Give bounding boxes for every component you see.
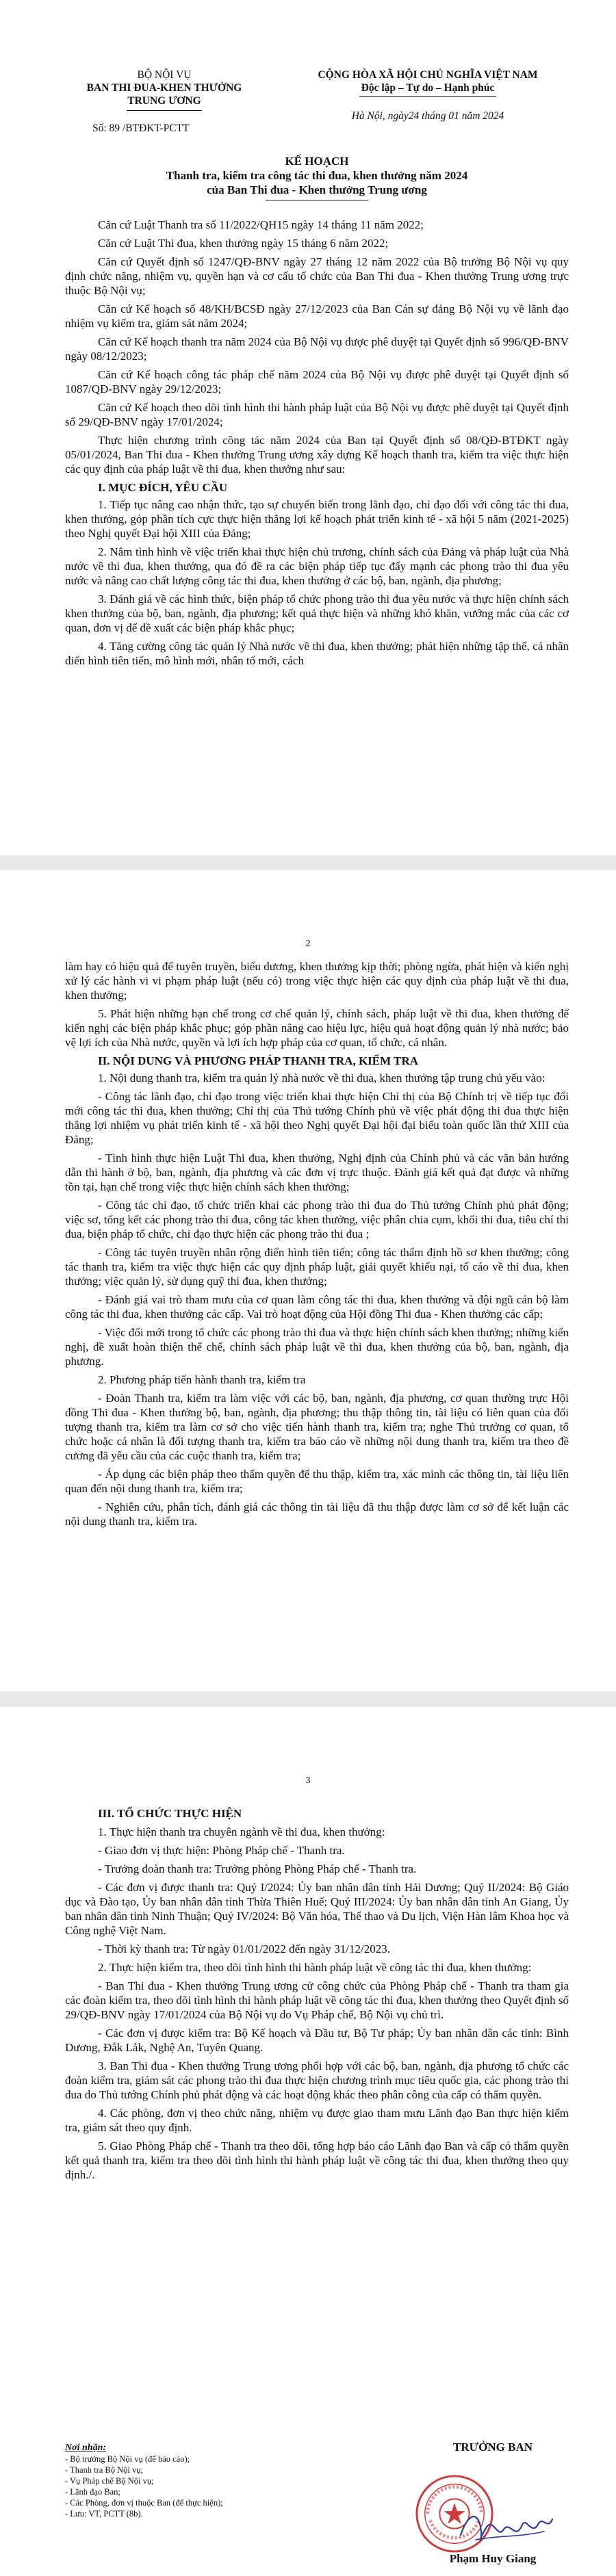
national-header-block xyxy=(281,68,575,122)
recipients-title: Nơi nhận: xyxy=(65,2443,107,2453)
agency-underline xyxy=(127,110,202,111)
signer-name: Phạm Huy Giang xyxy=(449,2552,537,2565)
document-page-2 xyxy=(0,870,616,1691)
page-2-body xyxy=(65,959,569,1533)
page-number: 2 xyxy=(305,939,311,949)
agency-name-line2: TRUNG ƯƠNG xyxy=(127,95,201,107)
method-item: - Áp dụng các biện pháp theo thẩm quyền để thu thập, kiểm tra, xác minh các thông tin, tài liệu liên quan đến nội dung thanh tra, kiểm tra; xyxy=(65,1468,569,1495)
agency-name: BAN THI ĐUA-KHEN THƯỞNG xyxy=(86,82,242,94)
implementation-line: - Thời kỳ thanh tra: Từ ngày 01/01/2022 đến ngày 31/12/2023. xyxy=(98,1942,390,1955)
document-number: Số: 89 /BTĐKT-PCTT xyxy=(92,122,190,134)
document-type: KẾ HOẠCH xyxy=(285,155,349,168)
motto-underline xyxy=(359,96,496,97)
purpose-item: 4. Tăng cường công tác quản lý Nhà nước về thi đua, khen thưởng; phát hiện những tập thể, cá nhân điển hình tiên tiến, mô hình mới, nhân tố mới, cách xyxy=(65,640,569,667)
purpose-item: 2. Nắm tình hình về việc triển khai thực hiện chủ trương, chính sách của Đảng và pháp luật của Nhà nước về thi đua, khen thưởng, qua đó đề ra các biện pháp tiếp tục đẩy mạnh các phong trào thi đua yêu nước và nâng cao chất lượng công tác thi đua, khen thưởng ở các bộ, ban, ngành, địa phương; xyxy=(65,545,569,587)
purpose-item: 1. Tiếp tục nâng cao nhận thức, tạo sự chuyển biến trong lãnh đạo, chỉ đạo đối với công tác thi đua, khen thưởng, góp phần tích cực thực hiện thắng lợi kế hoạch phát triển kinh tế - xã hội 5 năm (2021-2025) theo Nghị quyết Đại hội XIII của Đảng; xyxy=(65,498,569,540)
place-and-date: Hà Nội, ngày24 tháng 01 năm 2024 xyxy=(351,110,504,122)
implementation-item: 5. Giao Phòng Pháp chế - Thanh tra theo dõi, tổng hợp báo cáo Lãnh đạo Ban và cấp có thẩm quyền kết quả thanh tra, kiểm tra theo dõi tình hình thi hành pháp luật về công tác thi đua, khen thưởng theo quy định./. xyxy=(65,2139,569,2181)
recipient-item: - Bộ trưởng Bộ Nội vụ (để báo cáo); xyxy=(65,2454,190,2464)
implementation-item: 1. Thực hiện thanh tra chuyên ngành về thi đua, khen thưởng: xyxy=(98,1825,385,1838)
continued-paragraph: làm hay có hiệu quả để tuyên truyền, biểu dương, khen thưởng kịp thời; phòng ngừa, phát hiện và kiến nghị xử lý các hành vi vi phạm pháp luật (nếu có) trong việc thực hiện các quy định của pháp luật về thi đua, khen thưởng; xyxy=(65,960,569,1002)
purpose-item: 3. Đánh giá về các hình thức, biện pháp tổ chức phong trào thi đua yêu nước và thực hiện chính sách khen thưởng của bộ, ban, ngành, địa phương; kết quả thực hiện và những khó khăn, vướng mắc của các cơ quan, đơn vị để đề xuất các biện pháp khắc phục; xyxy=(65,593,569,634)
content-item: - Việc đổi mới trong tổ chức các phong trào thi đua và thực hiện chính sách khen thưởng; những kiến nghị, đề xuất hoàn thiện thể chế, chính sách pháp luật về thi đua, khen thưởng của bộ, ban, ngành, địa phương. xyxy=(65,1326,569,1368)
legal-basis-item: Căn cứ Kế hoạch công tác pháp chế năm 2024 của Bộ Nội vụ được phê duyệt tại Quyết định số 1087/QĐ-BNV ngày 29/12/2023; xyxy=(65,368,569,395)
handwritten-signature-icon xyxy=(455,2504,558,2552)
content-item: - Công tác chỉ đạo, tổ chức triển khai các phong trào thi đua do Thủ tướng Chính phủ phát động; việc sơ, tổng kết các phong trào thi đua, công tác khen thưởng, việc phân chia cụm, khối thi đua, tiêu chí thi đua, biện pháp tổ chức, chỉ đạo thực hiện các phong trào thi đua ; xyxy=(65,1199,569,1240)
page-separator xyxy=(0,1691,616,1707)
implementation-line: - Trưởng đoàn thanh tra: Trưởng phòng Phòng Pháp chế - Thanh tra. xyxy=(98,1862,417,1875)
recipient-item: - Lãnh đạo Ban; xyxy=(65,2487,120,2497)
legal-bases xyxy=(65,218,569,672)
issuing-agency-block xyxy=(65,68,264,135)
country-name: CỘNG HÒA XÃ HỘI CHỦ NGHĨA VIỆT NAM xyxy=(318,69,538,81)
section-3-heading: III. TỔ CHỨC THỰC HIỆN xyxy=(98,1807,242,1820)
legal-basis-item: Căn cứ Kế hoạch số 48/KH/BCSĐ ngày 27/12/2023 của Ban Cán sự đảng Bộ Nội vụ về lãnh đạo nhiệm vụ kiểm tra, giám sát năm 2024; xyxy=(65,302,569,330)
document-page-3 xyxy=(0,1707,616,2576)
legal-basis-item: Căn cứ Kế hoạch theo dõi tình hình thi hành pháp luật của Bộ Nội vụ được phê duyệt tại Quyết định số 29/QĐ-BNV ngày 17/01/2024; xyxy=(65,401,569,428)
page-separator xyxy=(0,855,616,870)
content-intro: 1. Nội dung thanh tra, kiểm tra quản lý nhà nước về thi đua, khen thưởng tập trung chủ yếu vào: xyxy=(98,1071,546,1084)
recipient-item: - Vụ Pháp chế Bộ Nội vụ; xyxy=(65,2476,154,2486)
content-item: - Tình hình thực hiện Luật Thi đua, khen thưởng, Nghị định của Chính phủ và các văn bản hướng dẫn thi hành ở bộ, ban, ngành, địa phương và các đơn vị trực thuộc. Đánh giá kết quả đạt được và những tồn tại, hạn chế trong việc thực hiện chính sách khen thưởng; xyxy=(65,1152,569,1193)
recipient-item: - Lưu: VT, PCTT (8b). xyxy=(65,2509,143,2519)
implementation-item: 4. Các phòng, đơn vị theo chức năng, nhiệm vụ được giao tham mưu Lãnh đạo Ban thực hiện kiểm tra, giám sát theo quy định. xyxy=(65,2107,569,2134)
content-item: - Công tác lãnh đạo, chỉ đạo trong việc triển khai thực hiện Chỉ thị của Bộ Chính trị về tiếp tục đổi mới công tác thi đua, khen thưởng; Chỉ thị của Thủ tướng Chính phủ về việc phát động thi đua thực hiện thắng lợi nhiệm vụ phát triển kinh tế - xã hội theo Nghị quyết Đại hội đại biểu toàn quốc lần thứ XIII của Đảng; xyxy=(65,1090,569,1146)
document-title-line-1: Thanh tra, kiểm tra công tác thi đua, khen thưởng năm 2024 xyxy=(166,169,468,182)
implementation-item: 3. Ban Thi đua - Khen thưởng Trung ương phối hợp với các bộ, ban, ngành, địa phương tổ chức các đoàn kiểm tra, giám sát các phong trào thi đua thực hiện chương trình mục tiêu quốc gia, các phong trào thi đua do Thủ tướng Chính phủ phát động và các hoạt động khác theo phân công của cấp có thẩm quyền. xyxy=(65,2059,569,2101)
implementation-line: - Giao đơn vị thực hiện: Phòng Pháp chế - Thanh tra. xyxy=(98,1844,345,1857)
implementation-item: 2. Thực hiện kiểm tra, theo dõi tình hình thi hành pháp luật về công tác thi đua, khen thưởng: xyxy=(98,1961,532,1974)
content-item: - Đánh giá vai trò tham mưu của cơ quan làm công tác thi đua, khen thưởng và đội ngũ cán bộ làm công tác thi đua, khen thưởng các cấp. Vai trò hoạt động của Hội đồng Thi đua - Khen thưởng các cấp; xyxy=(65,1293,569,1320)
legal-basis-item: Thực hiện chương trình công tác năm 2024 của Ban tại Quyết định số 08/QĐ-BTĐKT ngày 05/01/2024, Ban Thi đua - Khen thưởng Trung ương xây dựng Kế hoạch thanh tra, kiểm tra việc thực hiện các quy định của pháp luật về thi đua, khen thưởng như sau: xyxy=(65,434,569,476)
legal-basis-item: Căn cứ Luật Thi đua, khen thưởng ngày 15 tháng 6 năm 2022; xyxy=(98,237,389,250)
method-heading: 2. Phương pháp tiến hành thanh tra, kiểm tra xyxy=(98,1373,306,1386)
signer-title: TRƯỞNG BAN xyxy=(452,2441,532,2454)
method-item: - Đoàn Thanh tra, kiểm tra làm việc với các bộ, ban, ngành, địa phương, cơ quan thường trực Hội đồng Thi đua - Khen thưởng bộ, ban, ngành, địa phương; thu thập thông tin, tài liệu có liên quan của đối tượng thanh tra, kiểm tra làm cơ sở cho việc tiến hành thanh tra, kiểm tra; nghe Thủ trưởng cơ quan, tổ chức hoặc cá nhân là đối tượng thanh tra, kiểm tra báo cáo về những nội dung thanh tra, kiểm tra theo đề cương đã yêu cầu của các cuộc thanh tra, kiểm tra; xyxy=(65,1392,569,1462)
section-2-heading: II. NỘI DUNG VÀ PHƯƠNG PHÁP THANH TRA, KIỂM TRA xyxy=(98,1054,419,1067)
ministry-name: BỘ NỘI VỤ xyxy=(137,69,192,81)
recipient-item: - Các Phòng, đơn vị thuộc Ban (để thực hiện); xyxy=(65,2498,223,2508)
content-item: - Công tác tuyên truyền nhân rộng điển hình tiên tiến; công tác thẩm định hồ sơ khen thưởng; công tác thanh tra, kiểm tra việc thực hiện các quy định pháp luật, giải quyết khiếu nại, tố cáo về thi đua, khen thưởng; việc quản lý, sử dụng quỹ thi đua, khen thưởng; xyxy=(65,1246,569,1288)
recipients-block xyxy=(65,2443,339,2519)
section-1-heading: I. MỤC ĐÍCH, YÊU CẦU xyxy=(98,481,228,494)
implementation-line: - Các đơn vị được kiểm tra: Bộ Kế hoạch và Đầu tư, Bộ Tư pháp; Ủy ban nhân dân các tỉnh: Bình Dương, Đắk Lắk, Nghệ An, Tuyên Quang. xyxy=(65,2027,569,2054)
document-title-line-2: của Ban Thi đua - Khen thưởng Trung ương xyxy=(207,183,427,196)
implementation-line: - Các đơn vị được thanh tra: Quý I/2024: Ủy ban nhân dân tỉnh Hải Dương; Quý II/2024: Bộ Giáo dục và Đào tạo, Ủy ban nhân dân tỉnh Thừa Thiên Huế; Quý III/2024: Ủy ban nhân dân tỉnh An Giang, Ủy ban nhân dân tỉnh Ninh Thuận; Quý IV/2024: Bộ Văn hóa, Thể thao và Du lịch, Viện Hàn lâm Khoa học và Công nghệ Việt Nam. xyxy=(65,1881,569,1937)
purpose-item: 5. Phát hiện những hạn chế trong cơ chế quản lý, chính sách, pháp luật về thi đua, khen thưởng để kiến nghị các biện pháp khắc phục; góp phần nâng cao hiệu lực, hiệu quả hoạt động quản lý nhà nước; bảo vệ lợi ích của Nhà nước, quyền và lợi ích hợp pháp của cơ quan, tổ chức, cá nhân. xyxy=(65,1007,569,1049)
page-3-body xyxy=(65,1806,569,2186)
document-title-block xyxy=(65,154,569,200)
legal-basis-item: Căn cứ Luật Thanh tra số 11/2022/QH15 ngày 14 tháng 11 năm 2022; xyxy=(98,218,424,231)
method-item: - Nghiên cứu, phân tích, đánh giá các thông tin tài liệu đã thu thập được làm cơ sở để kết luận các nội dung thanh tra, kiểm tra. xyxy=(65,1500,569,1528)
recipient-item: - Thanh tra Bộ Nội vụ; xyxy=(65,2465,143,2475)
document-page-1 xyxy=(0,0,616,855)
legal-basis-item: Căn cứ Kế hoạch thanh tra năm 2024 của Bộ Nội vụ được phê duyệt tại Quyết định số 996/QĐ-BNV ngày 08/12/2023; xyxy=(65,335,569,363)
legal-basis-item: Căn cứ Quyết định số 1247/QĐ-BNV ngày 27 tháng 12 năm 2022 của Bộ trưởng Bộ Nội vụ quy định chức năng, nhiệm vụ, quyền hạn và cơ cấu tổ chức của Ban Thi đua - Khen thưởng Trung ương trực thuộc Bộ Nội vụ; xyxy=(65,255,569,297)
page-number: 3 xyxy=(305,1775,311,1786)
national-motto: Độc lập – Tự do – Hạnh phúc xyxy=(361,82,495,94)
implementation-line: - Ban Thi đua - Khen thưởng Trung ương cử công chức của Phòng Pháp chế - Thanh tra tham gia các đoàn kiểm tra, theo dõi tình hình thi hành pháp luật về công tác thi đua, khen thưởng theo Quyết định số 29/QĐ-BNV ngày 17/01/2024 của Bộ Nội vụ do Vụ Pháp chế, Bộ Nội vụ chủ trì. xyxy=(65,1979,569,2021)
